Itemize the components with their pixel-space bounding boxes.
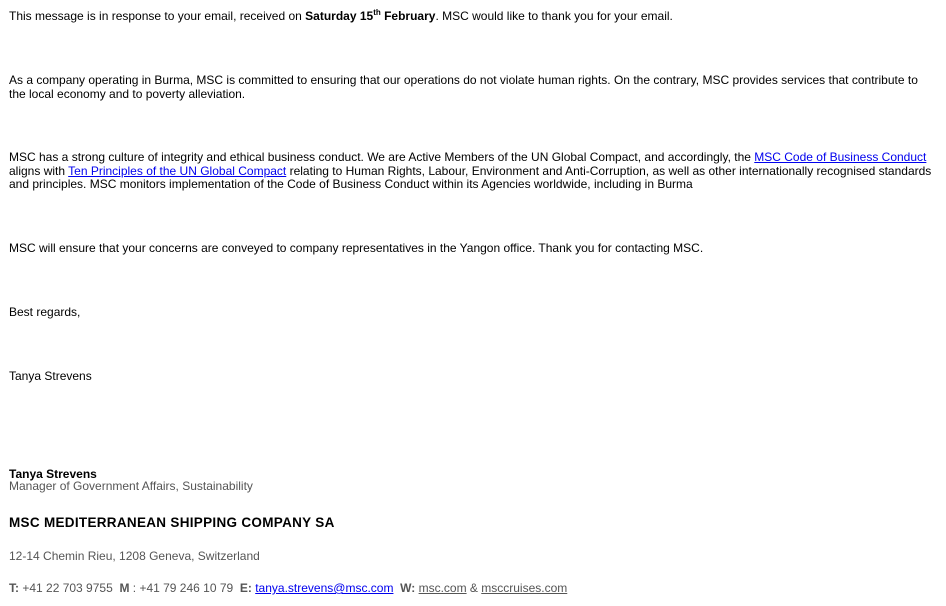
signature-name: Tanya Strevens bbox=[9, 467, 97, 481]
ampersand: & bbox=[466, 581, 482, 595]
msccruises-website-link[interactable]: msccruises.com bbox=[481, 581, 568, 595]
code-of-conduct-link[interactable]: MSC Code of Business Conduct bbox=[754, 150, 927, 164]
phone-label: T: bbox=[9, 581, 19, 595]
email-link[interactable]: tanya.strevens@msc.com bbox=[255, 581, 394, 595]
received-date: Saturday 15th February bbox=[305, 8, 436, 23]
mobile-number: : +41 79 246 10 79 bbox=[129, 581, 234, 595]
closing-line: Best regards, bbox=[9, 305, 81, 319]
mobile-label: M bbox=[119, 581, 130, 595]
msc-website-link[interactable]: msc.com bbox=[418, 581, 467, 595]
thanks-text: . MSC would like to thank you for your email. bbox=[435, 9, 673, 23]
signature-company: MSC MEDITERRANEAN SHIPPING COMPANY SA bbox=[9, 515, 335, 530]
paragraph-yangon-office: MSC will ensure that your concerns are conveyed to company representatives in the Yangon office. Thank you for contacting MSC. bbox=[9, 241, 704, 255]
phone-number: +41 22 703 9755 bbox=[19, 581, 113, 595]
signature-title: Manager of Government Affairs, Sustainability bbox=[9, 479, 253, 493]
signature-contact bbox=[9, 582, 567, 596]
web-label: W: bbox=[400, 581, 416, 595]
sender-name: Tanya Strevens bbox=[9, 369, 92, 383]
signature-address: 12-14 Chemin Rieu, 1208 Geneva, Switzerland bbox=[9, 549, 260, 563]
paragraph-response-intro bbox=[9, 10, 673, 24]
un-global-compact-link[interactable]: Ten Principles of the UN Global Compact bbox=[68, 163, 287, 178]
intro-text: This message is in response to your email, received on bbox=[9, 9, 306, 23]
email-label: E: bbox=[239, 581, 252, 595]
paragraph-burma-commitment: As a company operating in Burma, MSC is committed to ensuring that our operations do not violate human rights. On the contrary, MSC provides services that contribute to the local economy and to poverty alleviation. bbox=[9, 73, 918, 101]
paragraph-integrity: MSC has a strong culture of integrity and ethical business conduct. We are Active Members of the UN Global Compact, and accordingly, the MSC Code of Business Conduct aligns with Ten Principles of the UN Global Compact relating to Human Rights, Labour, Environment and Anti-Corruption, as well as other internationally recognised standards and principles. MSC monitors implementation of the Code of Business Conduct within its Agencies worldwide, including in Burma bbox=[9, 150, 932, 191]
